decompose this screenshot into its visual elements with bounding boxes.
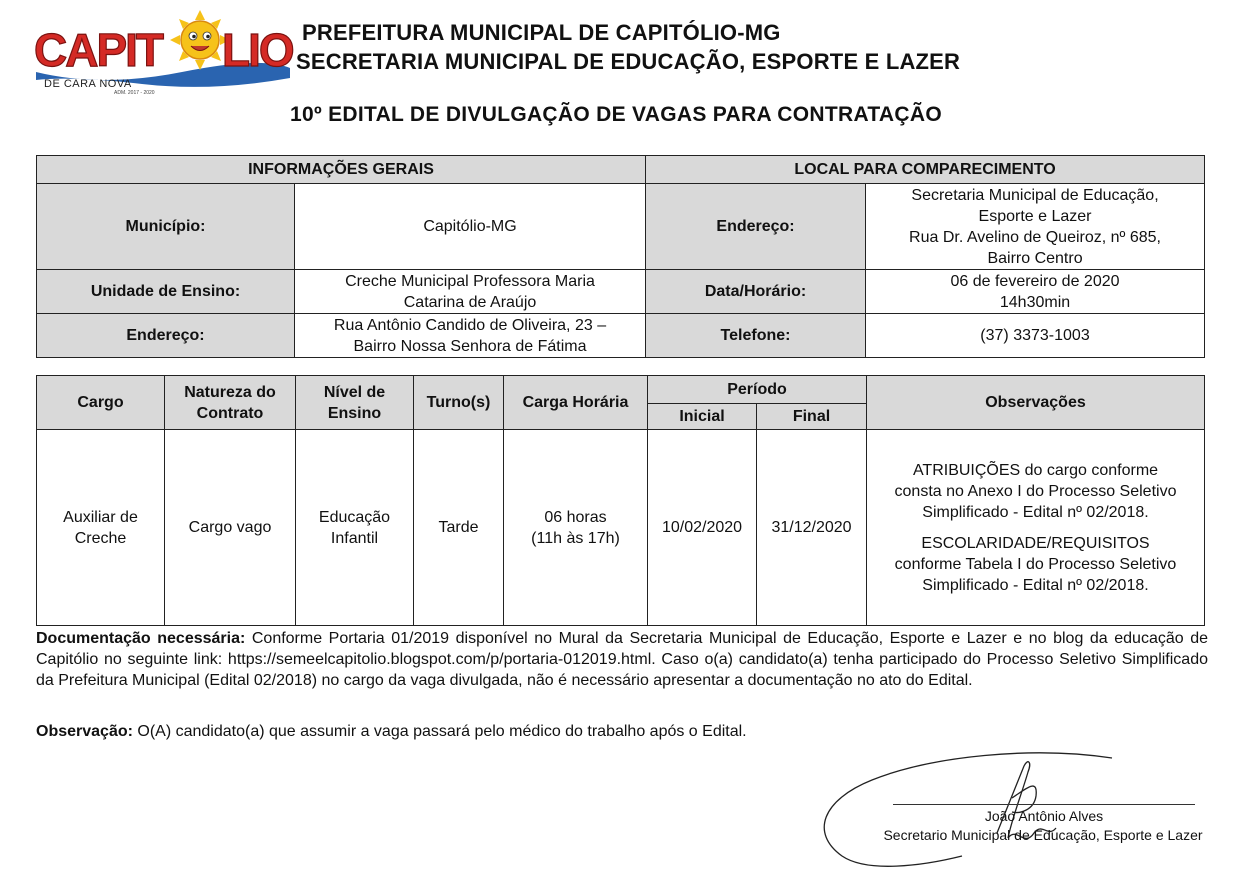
unidade-endereco-label: Endereço: bbox=[37, 314, 295, 358]
obs-escolaridade: ESCOLARIDADE/REQUISITOS conforme Tabela I do Processo Seletivo Simplificado - Edital nº 02/2018. bbox=[894, 534, 1177, 594]
col-final: Final bbox=[757, 404, 867, 430]
header-prefeitura: PREFEITURA MUNICIPAL DE CAPITÓLIO-MG bbox=[302, 20, 781, 45]
col-cargo: Cargo bbox=[37, 376, 165, 430]
info-gerais-header: INFORMAÇÕES GERAIS bbox=[37, 156, 646, 184]
municipio-label: Município: bbox=[37, 184, 295, 270]
obs-atribuicoes: ATRIBUIÇÕES do cargo conforme consta no Anexo I do Processo Seletivo Simplificado - Edital nº 02/2018. bbox=[894, 461, 1177, 521]
col-nivel: Nível de Ensino bbox=[296, 376, 414, 430]
col-natureza: Natureza do Contrato bbox=[165, 376, 296, 430]
unidade-value: Creche Municipal Professora Maria Catarina de Araújo bbox=[295, 270, 646, 314]
table-row bbox=[37, 430, 1205, 626]
cell-natureza: Cargo vago bbox=[165, 430, 296, 626]
observacao-label: Observação: bbox=[36, 723, 133, 740]
signature-name: João Antônio Alves bbox=[984, 808, 1104, 824]
svg-text:ADM. 2017 - 2020: ADM. 2017 - 2020 bbox=[114, 90, 155, 96]
signature-role: Secretario Municipal de Educação, Esporte e Lazer bbox=[883, 827, 1203, 843]
local-comparecimento-header: LOCAL PARA COMPARECIMENTO bbox=[646, 156, 1205, 184]
data-horario-label: Data/Horário: bbox=[646, 270, 866, 314]
unidade-label: Unidade de Ensino: bbox=[37, 270, 295, 314]
info-table bbox=[36, 155, 1205, 358]
vagas-table bbox=[36, 375, 1205, 626]
telefone-label: Telefone: bbox=[646, 314, 866, 358]
cell-nivel: Educação Infantil bbox=[296, 430, 414, 626]
edital-title: 10º EDITAL DE DIVULGAÇÃO DE VAGAS PARA CONTRATAÇÃO bbox=[290, 103, 942, 126]
svg-text:DE CARA NOVA: DE CARA NOVA bbox=[44, 78, 132, 90]
data-horario-value: 06 de fevereiro de 2020 14h30min bbox=[866, 270, 1205, 314]
col-inicial: Inicial bbox=[648, 404, 757, 430]
documentacao-paragraph bbox=[36, 628, 1208, 691]
cell-inicial: 10/02/2020 bbox=[648, 430, 757, 626]
col-carga: Carga Horária bbox=[504, 376, 648, 430]
observacao-text: O(A) candidato(a) que assumir a vaga passará pelo médico do trabalho após o Edital. bbox=[132, 723, 747, 740]
local-endereco-value: Secretaria Municipal de Educação, Esporte e Lazer Rua Dr. Avelino de Queiroz, nº 685, Bairro Centro bbox=[866, 184, 1205, 270]
logo-text: LIO bbox=[222, 24, 293, 76]
local-endereco-label: Endereço: bbox=[646, 184, 866, 270]
svg-text:CAPIT: CAPIT bbox=[34, 24, 162, 76]
cell-final: 31/12/2020 bbox=[757, 430, 867, 626]
cell-turno: Tarde bbox=[414, 430, 504, 626]
cell-carga: 06 horas (11h às 17h) bbox=[504, 430, 648, 626]
col-periodo: Período bbox=[648, 376, 867, 404]
signature-line bbox=[893, 804, 1195, 805]
col-observacoes: Observações bbox=[867, 376, 1205, 430]
telefone-value: (37) 3373-1003 bbox=[866, 314, 1205, 358]
municipio-value: Capitólio-MG bbox=[295, 184, 646, 270]
documentacao-label: Documentação necessária: bbox=[36, 630, 246, 647]
documentacao-text: Conforme Portaria 01/2019 disponível no Mural da Secretaria Municipal de Educação, Esporte e Lazer e no blog da educação de Capitólio no seguinte link: https://semeelcapitolio.blogspot.com/p/portaria-012019.html. Caso o(a) candidato(a) tenha participado do Processo Seletivo Simplificado da Prefeitura Municipal (Edital 02/2018) no cargo da vaga divulgada, não é necessário apresentar a documentação no ato do Edital. bbox=[36, 630, 1208, 689]
cell-observacoes bbox=[867, 430, 1205, 626]
header-secretaria: SECRETARIA MUNICIPAL DE EDUCAÇÃO, ESPORTE E LAZER bbox=[296, 49, 961, 74]
col-turno: Turno(s) bbox=[414, 376, 504, 430]
unidade-endereco-value: Rua Antônio Candido de Oliveira, 23 – Bairro Nossa Senhora de Fátima bbox=[295, 314, 646, 358]
capitolio-logo bbox=[32, 10, 294, 96]
cell-cargo: Auxiliar de Creche bbox=[37, 430, 165, 626]
